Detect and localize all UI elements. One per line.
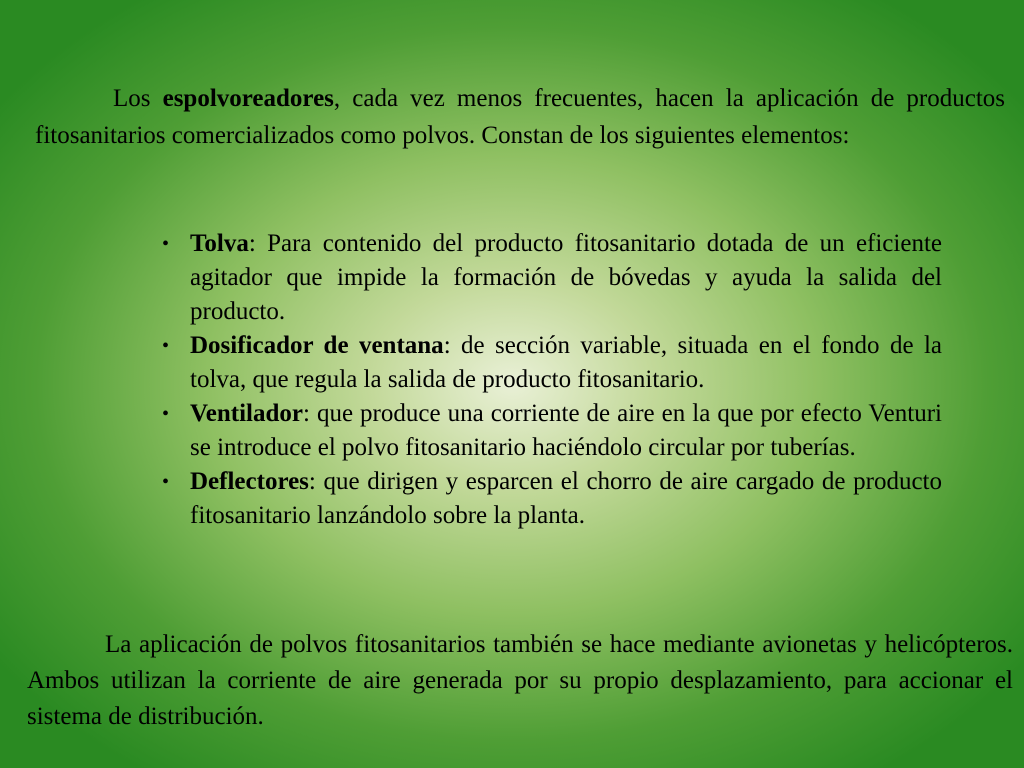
bullet-icon: •	[162, 403, 170, 425]
list-item-text: : que produce una corriente de aire en la que por efecto Venturi se introduce el polvo fitosanitario haciéndolo circular por tuberías.	[190, 400, 942, 461]
list-item-dosificador	[162, 329, 942, 397]
components-list	[162, 227, 942, 533]
intro-bold-term: espolvoreadores	[162, 85, 334, 112]
bullet-icon: •	[162, 335, 170, 357]
list-item-text: : de sección variable, situada en el fondo de la tolva, que regula la salida de producto fitosanitario.	[190, 332, 942, 393]
list-item-tolva	[162, 227, 942, 329]
intro-text-after: , cada vez menos frecuentes, hacen la aplicación de productos fitosanitarios comercializados como polvos. Constan de los siguientes elementos:	[35, 85, 1005, 149]
intro-text-before: Los	[113, 85, 163, 112]
intro-paragraph	[35, 80, 1005, 154]
list-item-term: Deflectores	[190, 468, 309, 495]
list-item-deflectores	[162, 465, 942, 533]
list-item-text: : que dirigen y esparcen el chorro de aire cargado de producto fitosanitario lanzándolo sobre la planta.	[190, 468, 942, 529]
bullet-icon: •	[162, 233, 170, 255]
list-item-term: Tolva	[190, 230, 249, 257]
bullet-icon: •	[162, 471, 170, 493]
list-item-ventilador	[162, 397, 942, 465]
list-item-text: : Para contenido del producto fitosanitario dotada de un eficiente agitador que impide la formación de bóvedas y ayuda la salida del producto.	[190, 230, 942, 325]
list-item-term: Dosificador de ventana	[190, 332, 444, 359]
list-item-term: Ventilador	[190, 400, 303, 427]
closing-paragraph: La aplicación de polvos fitosanitarios también se hace mediante avionetas y helicópteros. Ambos utilizan la corriente de aire generada por su propio desplazamiento, para accionar el sistema de distribución.	[27, 631, 1013, 730]
